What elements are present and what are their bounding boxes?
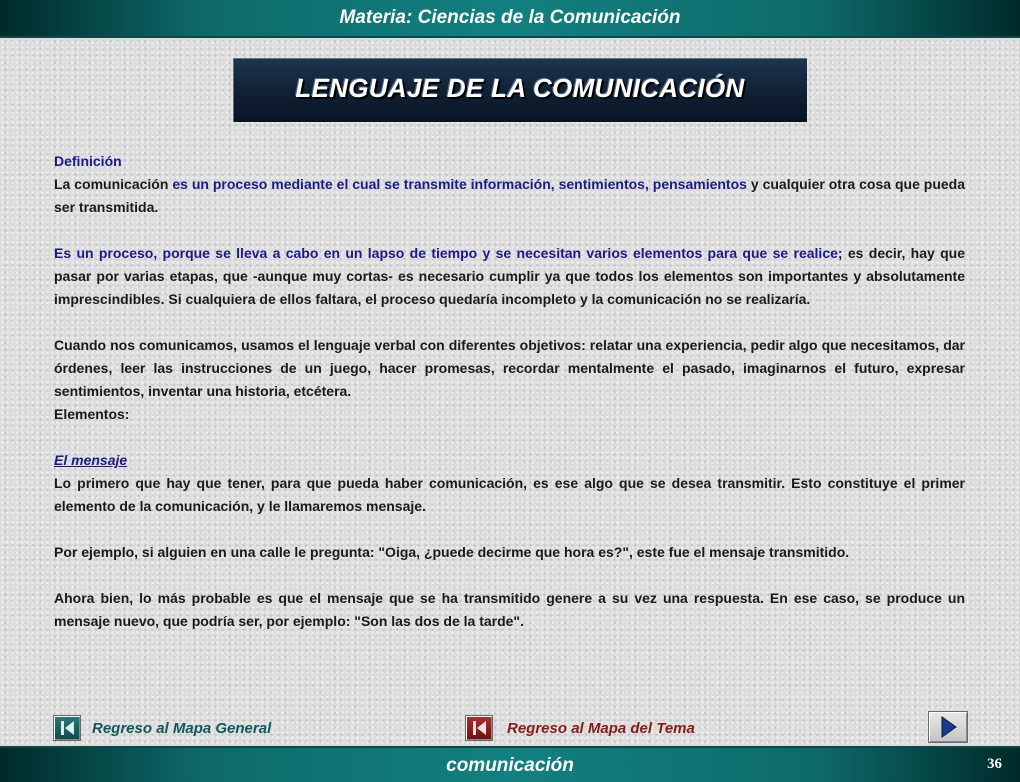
topic-map-link[interactable]: Regreso al Mapa del Tema [507,720,695,737]
paragraph-response: Ahora bien, lo más probable es que el mensaje que se ha transmitido genere a su vez una respuesta. En ese caso, se produce un mensaje nuevo, que podría ser, por ejemplo: "Son las dos de la tarde". [54,590,965,629]
paragraph-example: Por ejemplo, si alguien en una calle le pregunta: "Oiga, ¿puede decirme que hora es?", este fue el mensaje transmitido. [54,544,850,560]
general-map-link[interactable]: Regreso al Mapa General [92,720,272,737]
next-page-icon [929,712,967,742]
course-title: Materia: Ciencias de la Comunicación [339,7,681,28]
first-page-icon [54,716,80,740]
footer-text: comunicación [446,755,574,776]
paragraph-definition: La comunicación es un proceso mediante el cual se transmite información, sentimientos, pensamientos y cualquier otra cosa que pueda ser transmitida. [54,176,966,215]
definition-label: Definición [54,153,122,169]
elements-label: Elementos: [54,406,130,422]
top-banner [0,0,1020,38]
first-page-icon [466,716,492,740]
paragraph-process: Es un proceso, porque se lleva a cabo en un lapso de tiempo y se necesitan varios elementos para que se realice; es decir, hay que pasar por varias etapas, que -aunque muy cortas- es necesario cumplir ya que todos los elementos son importantes y absolutamente imprescindibles. Si cualquiera de ellos faltara, el proceso quedaría incompleto y la comunicación no se realizaría. [54,245,965,307]
bottom-banner [0,746,1020,782]
general-map-button[interactable] [53,715,81,741]
next-page-button[interactable] [928,711,968,743]
topic-map-button[interactable] [465,715,493,741]
paragraph-objectives: Cuando nos comunicamos, usamos el lenguaje verbal con diferentes objetivos: relatar una experiencia, pedir algo que necesitamos, dar órdenes, leer las instrucciones de un juego, hacer promesas, recordar mentalmente el pasado, imaginarnos el futuro, expresar sentimientos, inventar una historia, etcétera. [54,337,965,399]
page-number: 36 [987,756,1002,772]
paragraph-message: Lo primero que hay que tener, para que pueda haber comunicación, es ese algo que se desea transmitir. Esto constituye el primer elemento de la comunicación, y le llamaremos mensaje. [54,475,965,514]
heading-box [233,58,807,122]
page-title: LENGUAJE DE LA COMUNICACIÓN [295,73,745,103]
content-body [54,150,965,633]
message-link[interactable]: El mensaje [54,452,128,468]
